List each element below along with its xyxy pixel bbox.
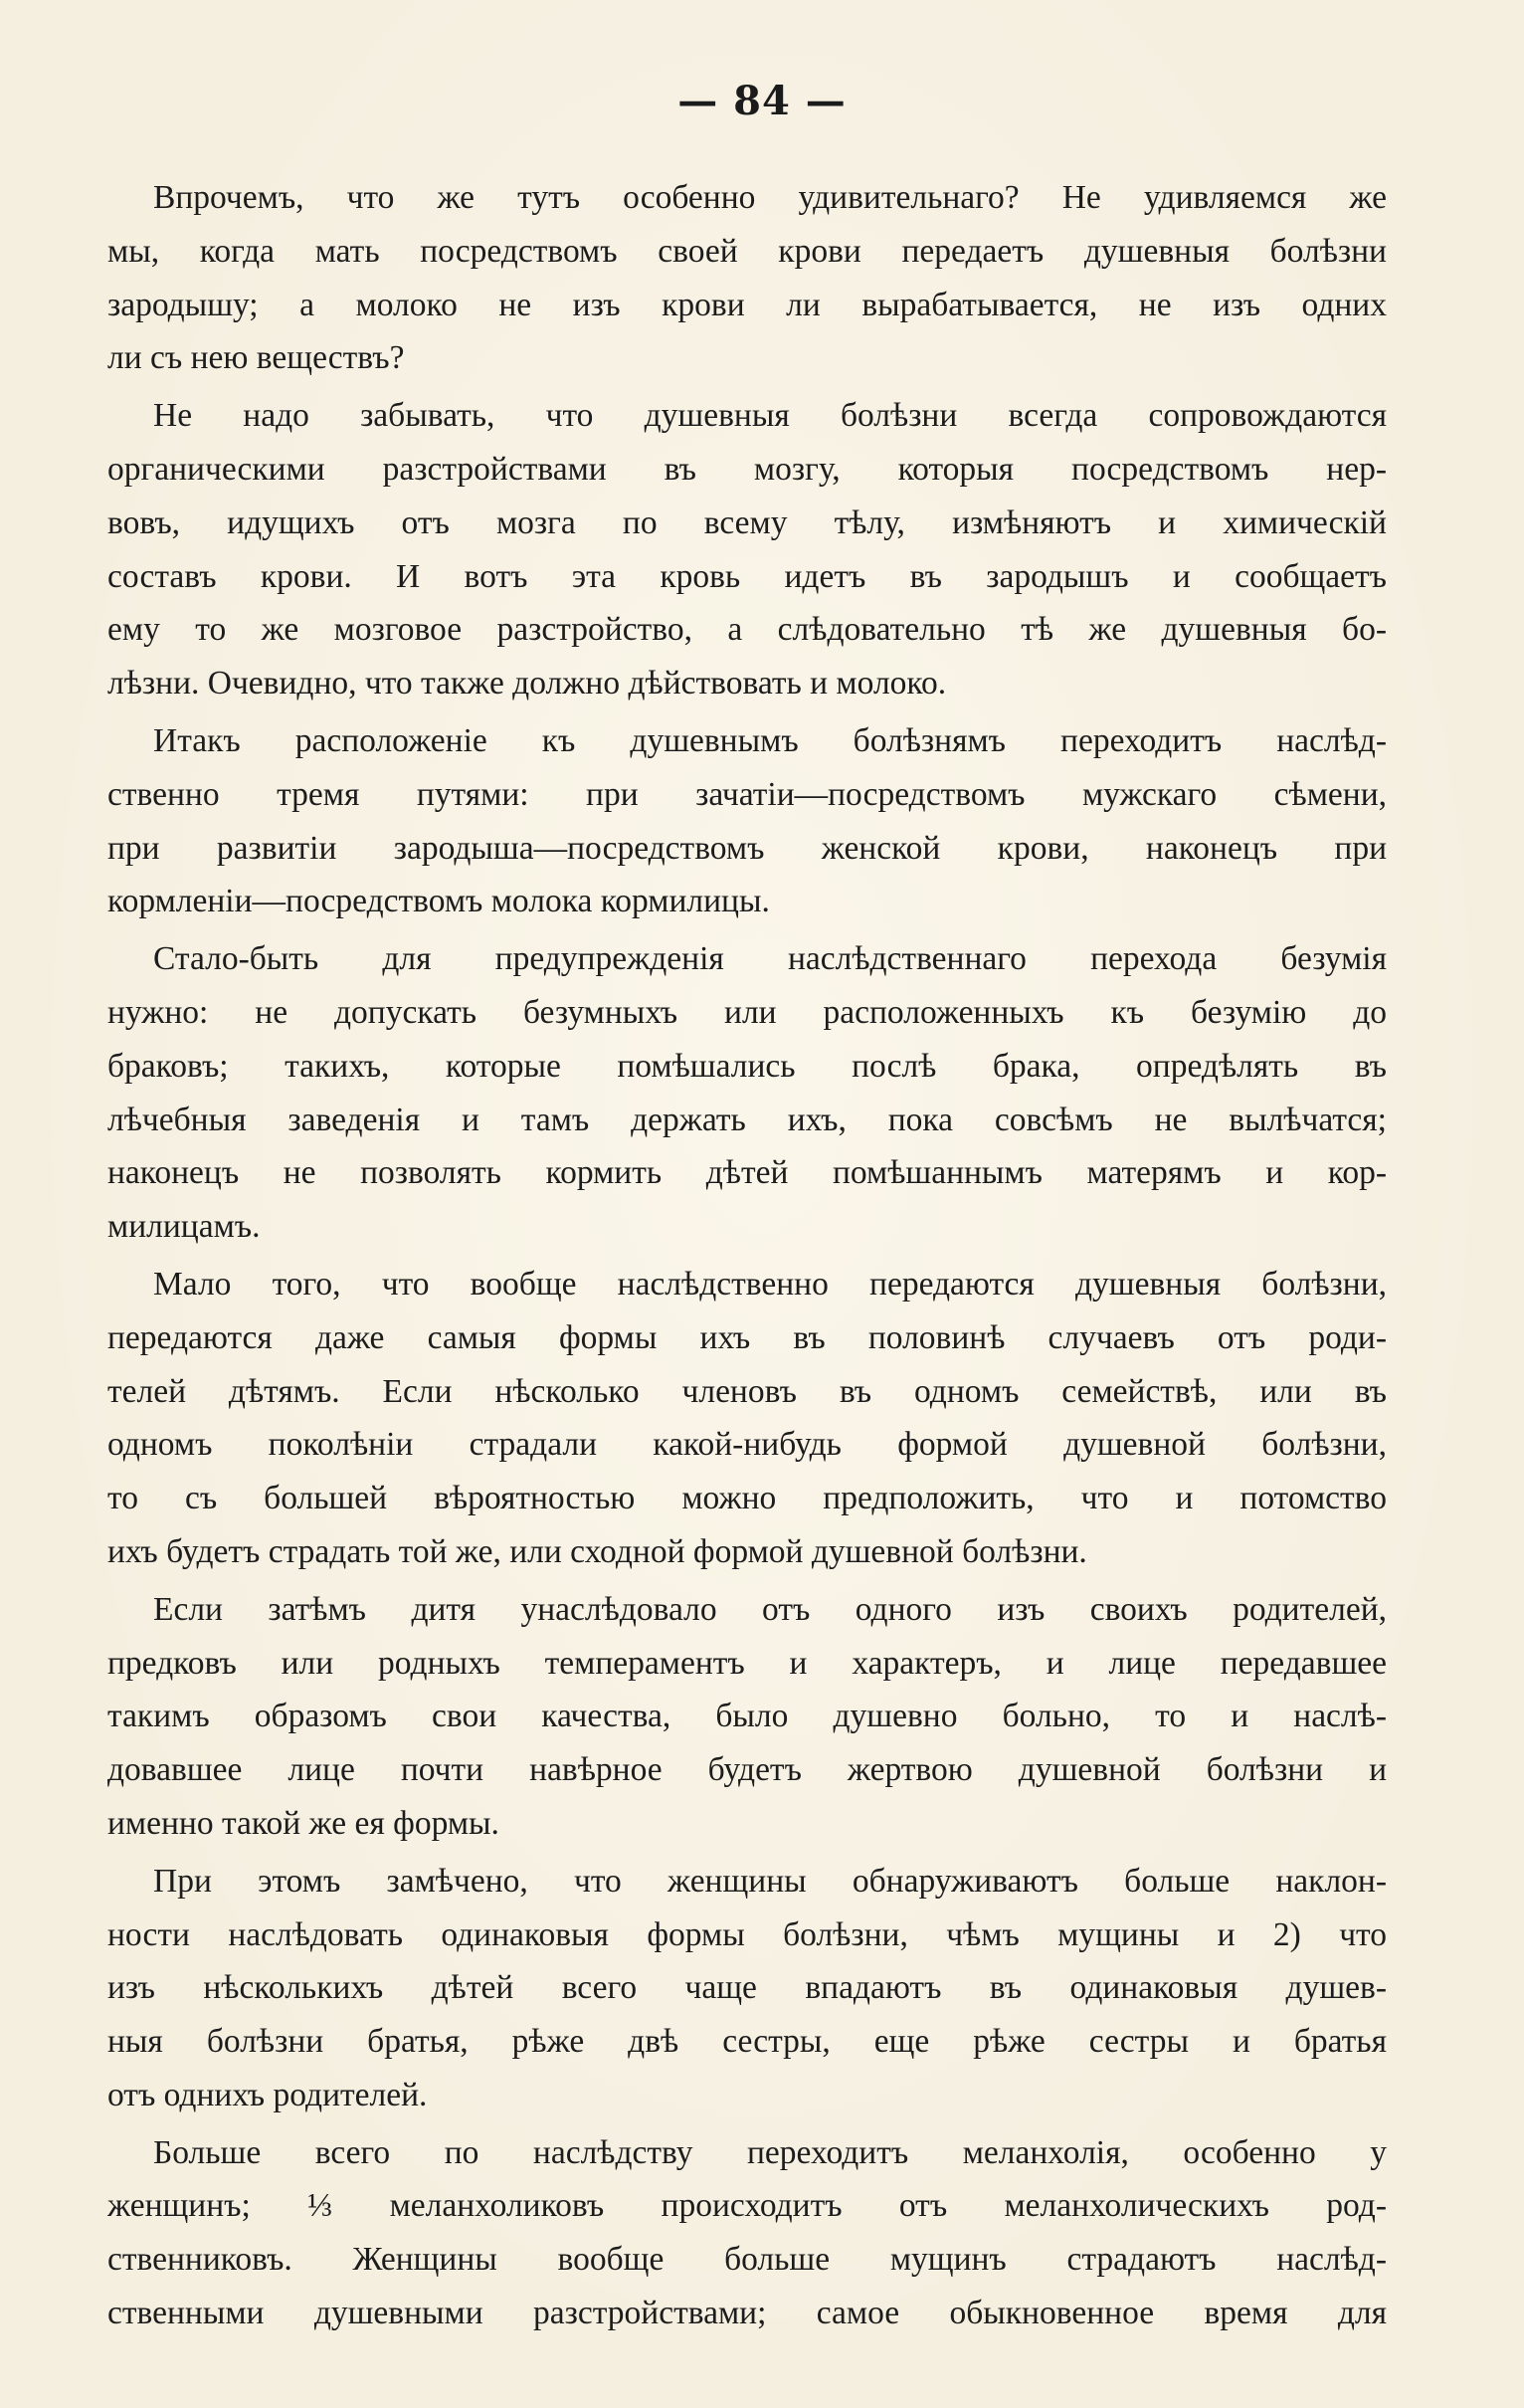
text-line: нужно: не допускать безумныхъ или расположенныхъ къ безумію до [107, 993, 1387, 1031]
text-line: одномъ поколѣніи страдали какой-нибудь формой душевной болѣзни, [107, 1426, 1387, 1464]
text-line: браковъ; такихъ, которые помѣшались послѣ брака, опредѣлять въ [107, 1047, 1387, 1085]
paragraph-8 [107, 2126, 1387, 2340]
text-line: ственниковъ. Женщины вообще больше мущинъ страдаютъ наслѣд- [107, 2241, 1387, 2279]
paragraph-1 [107, 171, 1387, 385]
text-line: ныя болѣзни братья, рѣже двѣ сестры, еще рѣже сестры и братья [107, 2023, 1387, 2061]
page-number: — 84 — [677, 78, 847, 124]
text-line: то съ большей вѣроятностью можно предположить, что и потомство [107, 1480, 1387, 1517]
text-line: отъ однихъ родителей. [107, 2076, 428, 2113]
paragraph-2 [107, 389, 1387, 710]
text-line: Итакъ расположеніе къ душевнымъ болѣзнямъ переходитъ наслѣд- [153, 721, 1387, 759]
text-line: ности наслѣдовать одинаковыя формы болѣзни, чѣмъ мущины и 2) что [107, 1915, 1387, 1953]
text-line: ему то же мозговое разстройство, а слѣдовательно тѣ же душевныя бо- [107, 611, 1387, 649]
text-line: вовъ, идущихъ отъ мозга по всему тѣлу, измѣняютъ и химическій [107, 503, 1387, 541]
text-line: составъ крови. И вотъ эта кровь идетъ въ зародышъ и сообщаетъ [107, 557, 1387, 595]
text-line: женщинъ; ⅓ меланхоликовъ происходитъ отъ меланхолическихъ род- [107, 2187, 1387, 2225]
text-line: милицамъ. [107, 1208, 261, 1246]
text-line: ли съ нею веществъ? [107, 339, 405, 377]
text-line: зародышу; а молоко не изъ крови ли вырабатывается, не изъ одних [107, 286, 1387, 323]
text-line: кормленіи—посредствомъ молока кормилицы. [107, 883, 770, 920]
text-line: передаются даже самыя формы ихъ въ половинѣ случаевъ отъ роди- [107, 1318, 1387, 1356]
text-line: При этомъ замѣчено, что женщины обнаруживаютъ больше наклон- [153, 1862, 1387, 1900]
text-body [107, 171, 1387, 2344]
text-line: предковъ или родныхъ темпераментъ и характеръ, и лице передавшее [107, 1644, 1387, 1682]
text-line: ихъ будетъ страдать той же, или сходной формой душевной болѣзни. [107, 1532, 1087, 1570]
paragraph-6 [107, 1583, 1387, 1851]
text-line: при развитіи зародыша—посредствомъ женской крови, наконецъ при [107, 829, 1387, 867]
text-line: довавшее лице почти навѣрное будетъ жертвою душевной болѣзни и [107, 1751, 1387, 1789]
text-line: наконецъ не позволять кормить дѣтей помѣшаннымъ матерямъ и кор- [107, 1154, 1387, 1192]
paragraph-7 [107, 1855, 1387, 2122]
paragraph-3 [107, 714, 1387, 928]
text-line: такимъ образомъ свои качества, было душевно больно, то и наслѣ- [107, 1698, 1387, 1735]
text-line: именно такой же ея формы. [107, 1804, 499, 1842]
paragraph-4 [107, 932, 1387, 1254]
text-line: Больше всего по наслѣдству переходитъ меланхолія, особенно у [153, 2133, 1387, 2171]
text-line: Мало того, что вообще наслѣдственно передаются душевныя болѣзни, [153, 1265, 1387, 1303]
text-line: лѣзни. Очевидно, что также должно дѣйствовать и молоко. [107, 665, 947, 702]
text-line: Если затѣмъ дитя унаслѣдовало отъ одного изъ своихъ родителей, [153, 1590, 1387, 1628]
text-line: Стало-быть для предупрежденія наслѣдственнаго перехода безумія [153, 940, 1387, 978]
text-line: ственными душевными разстройствами; самое обыкновенное время для [107, 2295, 1387, 2332]
text-line: телей дѣтямъ. Если нѣсколько членовъ въ одномъ семействѣ, или въ [107, 1372, 1387, 1410]
text-line: Впрочемъ, что же тутъ особенно удивительнаго? Не удивляемся же [153, 179, 1387, 216]
paragraph-5 [107, 1258, 1387, 1579]
text-line: органическими разстройствами въ мозгу, которыя посредствомъ нер- [107, 450, 1387, 488]
text-line: ственно тремя путями: при зачатіи—посредствомъ мужскаго сѣмени, [107, 775, 1387, 813]
text-line: лѣчебныя заведенія и тамъ держать ихъ, пока совсѣмъ не вылѣчатся; [107, 1101, 1387, 1138]
text-line: мы, когда мать посредствомъ своей крови передаетъ душевныя болѣзни [107, 232, 1387, 270]
text-line: Не надо забывать, что душевныя болѣзни всегда сопровождаются [153, 397, 1387, 435]
text-line: изъ нѣсколькихъ дѣтей всего чаще впадаютъ въ одинаковыя душев- [107, 1969, 1387, 2007]
